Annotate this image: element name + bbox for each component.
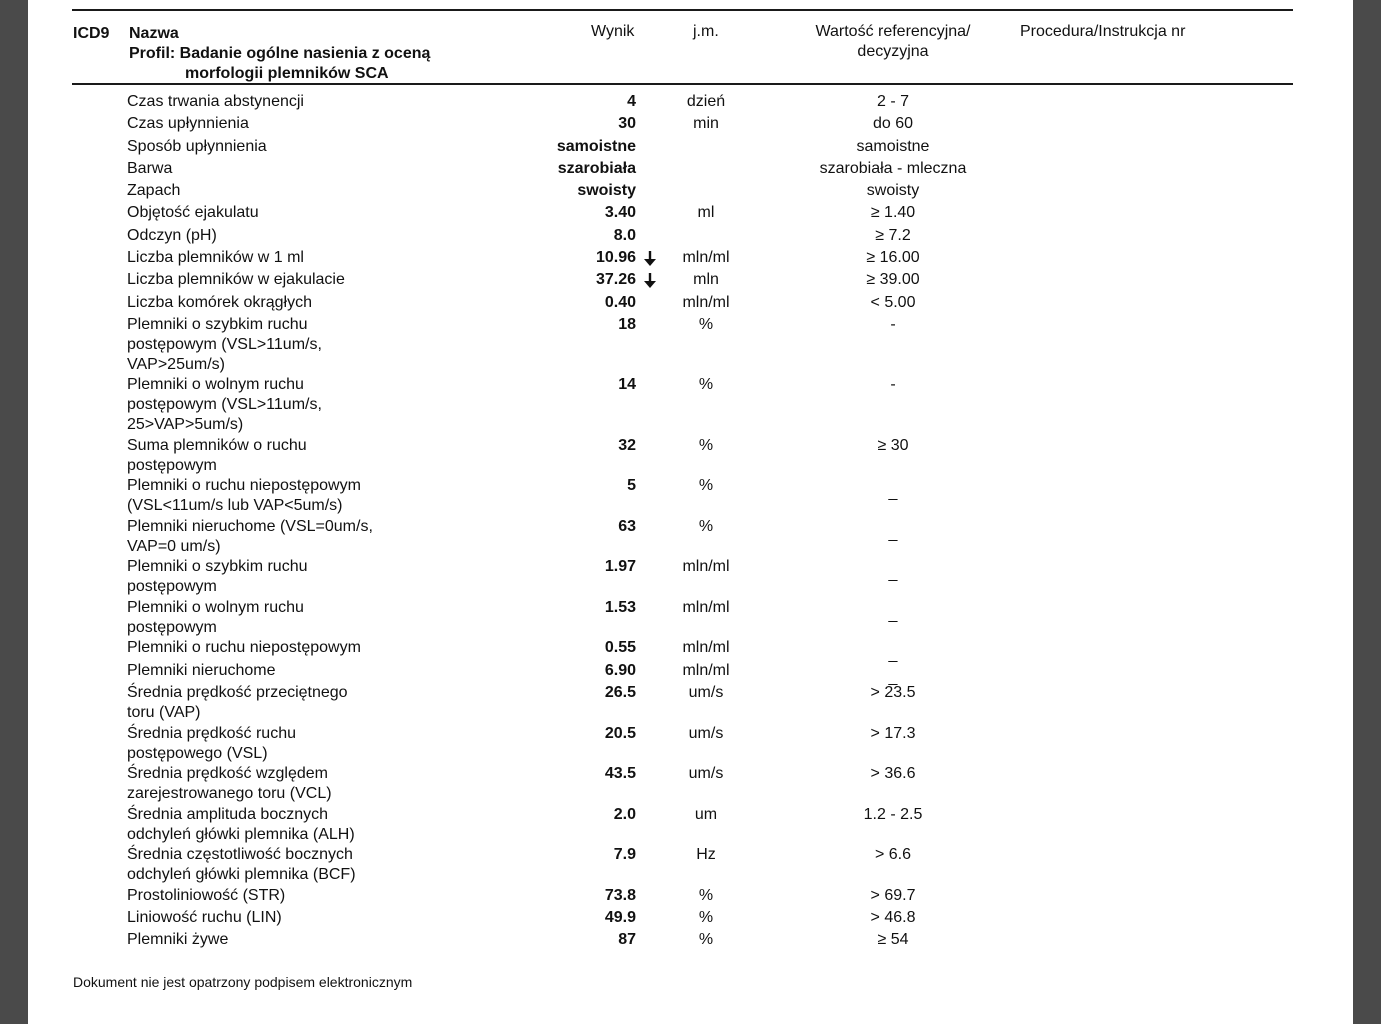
reference-range: _ [888,565,898,583]
parameter-name: Czas upłynnienia [127,115,249,133]
reference-range: - [890,376,896,394]
unit: % [698,931,714,949]
table-row [28,724,1353,765]
result-value: samoistne [556,137,636,155]
result-value: 18 [618,315,636,333]
parameter-name: Barwa [127,159,173,177]
parameter-name: Średnia prędkość ruchu postępowego (VSL) [127,724,296,762]
document-page [28,0,1353,1024]
unit: % [698,517,714,535]
table-row [28,375,1353,436]
unit: % [698,886,714,904]
reference-range: samoistne [856,137,930,155]
top-rule [72,9,1293,11]
table-row [28,661,1353,686]
unit: mln/ml [682,661,730,679]
reference-range: 2 - 7 [876,93,909,110]
header-profile-line2: morfologii plemników SCA [185,65,389,82]
reference-range: ≥ 54 [877,931,909,949]
table-row [28,886,1353,908]
unit: ml [697,204,715,222]
reference-range: _ [888,484,898,502]
parameter-name: Plemniki o szybkim ruchu postępowym [127,558,308,596]
parameter-name: Sposób upłynnienia [127,137,267,155]
table-row [28,226,1353,248]
header-reference-line1: Wartość referencyjna/ [815,23,971,40]
parameter-name: Plemniki o ruchu niepostępowym (VSL<11um/s lub VAP<5um/s) [127,477,361,515]
table-row [28,270,1353,292]
unit: Hz [696,846,716,864]
unit: mln/ml [682,598,730,616]
unit: dzień [686,93,726,110]
reference-range: > 6.6 [874,846,912,864]
table-row [28,598,1353,639]
result-value: 1.53 [604,598,636,616]
table-row [28,805,1353,846]
table-row [28,845,1353,886]
result-value: 10.96 [595,249,636,267]
parameter-name: Plemniki żywe [127,931,229,949]
result-value: 0.40 [604,293,636,311]
result-value: 3.40 [604,204,636,222]
table-row [28,181,1353,203]
header-rule [72,83,1293,85]
result-value: 43.5 [604,765,636,783]
header-reference-line2: decyzyjna [857,43,929,60]
result-value: szarobiała [557,159,636,177]
reference-range: > 69.7 [870,886,916,904]
header-procedure: Procedura/Instrukcja nr [1020,23,1186,40]
table-row [28,764,1353,805]
reference-range: szarobiała - mleczna [819,159,967,177]
parameter-name: Plemniki o wolnym ruchu postępowym [127,598,304,636]
table-row [28,315,1353,376]
reference-range: ≥ 39.00 [866,271,920,289]
parameter-name: Plemniki o wolnym ruchu postępowym (VSL>11um/s, 25>VAP>5um/s) [127,376,322,434]
parameter-name: Plemniki o szybkim ruchu postępowym (VSL>11um/s, VAP>25um/s) [127,315,322,373]
result-value: 1.97 [604,558,636,576]
result-value: 73.8 [604,886,636,904]
reference-range: ≥ 30 [877,436,909,454]
result-value: 8.0 [613,226,636,244]
table-row [28,930,1353,952]
unit: % [698,908,714,926]
arrow-down-icon [642,248,658,268]
parameter-name: Plemniki nieruchome [127,661,276,679]
table-row [28,638,1353,664]
unit: mln/ml [682,249,730,267]
result-value: 20.5 [604,724,636,742]
unit: min [693,115,719,133]
result-value: 2.0 [613,805,636,823]
table-row [28,557,1353,598]
reference-range: > 17.3 [870,724,916,742]
parameter-name: Liczba plemników w ejakulacie [127,271,345,289]
reference-range: swoisty [866,182,920,200]
parameter-name: Odczyn (pH) [127,226,217,244]
unit: um/s [688,684,724,702]
reference-range: ≥ 16.00 [866,249,920,267]
result-value: 32 [618,436,636,454]
reference-range: - [890,315,896,333]
table-row [28,517,1353,558]
table-row [28,293,1353,315]
reference-range: > 46.8 [870,908,916,926]
result-value: swoisty [577,182,636,200]
result-value: 63 [618,517,636,535]
result-value: 49.9 [604,908,636,926]
result-value: 37.26 [595,271,636,289]
header-unit: j.m. [693,23,719,40]
result-value: 87 [618,931,636,949]
parameter-name: Plemniki nieruchome (VSL=0um/s, VAP=0 um/s) [127,517,373,555]
table-row [28,248,1353,270]
header-icd9: ICD9 [73,25,110,42]
reference-range: > 36.6 [870,765,916,783]
reference-range: ≥ 1.40 [870,204,916,222]
unit: % [698,376,714,394]
parameter-name: Zapach [127,182,181,200]
parameter-name: Średnia prędkość względem zarejestrowanego toru (VCL) [127,765,332,803]
header-profile-line1: Profil: Badanie ogólne nasienia z oceną [129,45,431,62]
reference-range: 1.2 - 2.5 [863,805,923,823]
reference-range: _ [888,646,898,664]
unit: mln [693,271,719,289]
table-row [28,114,1353,136]
unit: mln/ml [682,558,730,576]
table-row [28,92,1353,114]
parameter-name: Średnia amplituda bocznych odchyleń główki plemnika (ALH) [127,805,355,843]
header-name: Nazwa [129,25,179,42]
result-value: 7.9 [613,846,636,864]
table-row [28,159,1353,181]
table-row [28,137,1353,159]
unit: um/s [688,765,724,783]
result-value: 4 [627,93,636,110]
result-value: 30 [618,115,636,133]
unit: mln/ml [682,639,730,657]
reference-range: do 60 [872,115,914,133]
reference-range: < 5.00 [870,293,916,311]
parameter-name: Objętość ejakulatu [127,204,259,222]
header-result: Wynik [591,23,635,40]
reference-range: _ [888,605,898,623]
parameter-name: Średnia prędkość przeciętnego toru (VAP) [127,684,348,722]
reference-range: _ [888,668,898,686]
result-value: 5 [627,477,636,495]
unit: % [698,315,714,333]
parameter-name: Średnia częstotliwość bocznych odchyleń główki plemnika (BCF) [127,846,356,884]
table-row [28,203,1353,225]
table-row [28,908,1353,930]
unit: mln/ml [682,293,730,311]
footer-note: Dokument nie jest opatrzony podpisem elektronicznym [73,974,413,990]
reference-range: ≥ 7.2 [875,226,911,244]
parameter-name: Liczba komórek okrągłych [127,293,312,311]
result-value: 0.55 [604,639,636,657]
table-row [28,476,1353,517]
parameter-name: Suma plemników o ruchu postępowym [127,436,307,474]
unit: % [698,436,714,454]
unit: um [694,805,718,823]
unit: um/s [688,724,724,742]
reference-range: _ [888,524,898,542]
parameter-name: Czas trwania abstynencji [127,93,304,110]
parameter-name: Plemniki o ruchu niepostępowym [127,639,361,657]
parameter-name: Prostoliniowość (STR) [127,886,286,904]
result-value: 14 [618,376,636,394]
parameter-name: Liniowość ruchu (LIN) [127,908,282,926]
table-row [28,436,1353,477]
parameter-name: Liczba plemników w 1 ml [127,249,304,267]
result-value: 26.5 [604,684,636,702]
results-table [28,92,1353,952]
table-row [28,683,1353,724]
reference-range: > 23.5 [870,684,916,702]
arrow-down-icon [642,270,658,290]
result-value: 6.90 [604,661,636,679]
unit: % [698,477,714,495]
